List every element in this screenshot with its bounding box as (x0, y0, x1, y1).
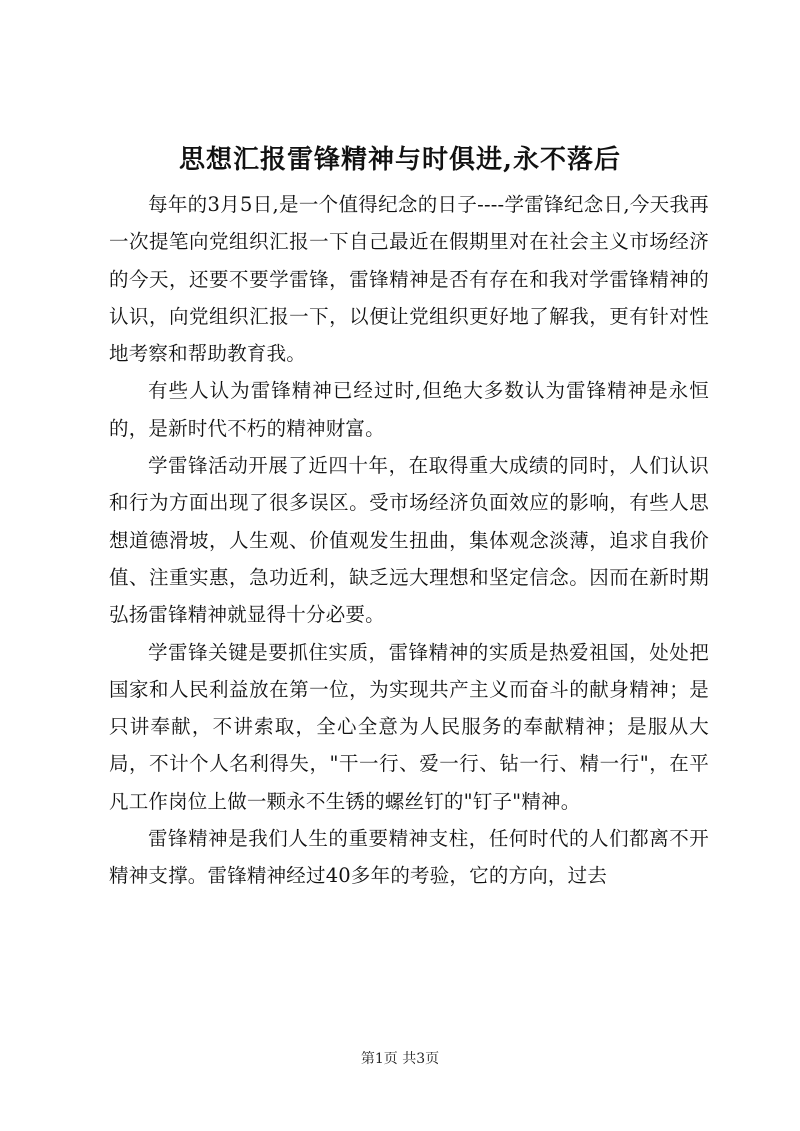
document-title: 思想汇报雷锋精神与时俱进,永不落后 (178, 145, 622, 175)
paragraph-5: 雷锋精神是我们人生的重要精神支柱，任何时代的人们都离不开精神支撑。雷锋精神经过40多年的考验，它的方向，过去 (109, 827, 709, 888)
document-body (109, 186, 709, 895)
paragraph-1: 每年的3月5日,是一个值得纪念的日子----学雷锋纪念日,今天我再一次提笔向党组织汇报一下自己最近在假期里对在社会主义市场经济的今天，还要不要学雷锋，雷锋精神是否有存在和我对学雷锋精神的认识，向党组织汇报一下，以便让党组织更好地了解我，更有针对性地考察和帮助教育我。 (109, 193, 709, 366)
paragraph-4: 学雷锋关键是要抓住实质，雷锋精神的实质是热爱祖国，处处把国家和人民利益放在第一位，为实现共产主义而奋斗的献身精神；是只讲奉献，不讲索取，全心全意为人民服务的奉献精神；是服从大局，不计个人名利得失，"干一行、爱一行、钻一行、精一行"，在平凡工作岗位上做一颗永不生锈的螺丝钉的"钉子"精神。 (109, 640, 709, 813)
paragraph-3: 学雷锋活动开展了近四十年，在取得重大成绩的同时，人们认识和行为方面出现了很多误区。受市场经济负面效应的影响，有些人思想道德滑坡，人生观、价值观发生扭曲，集体观念淡薄，追求自我价值、注重实惠，急功近利，缺乏远大理想和坚定信念。因而在新时期弘扬雷锋精神就显得十分必要。 (109, 454, 709, 627)
paragraph-2: 有些人认为雷锋精神已经过时,但绝大多数认为雷锋精神是永恒的，是新时代不朽的精神财富。 (109, 379, 709, 440)
page-number-footer: 第1页 共3页 (360, 1051, 440, 1067)
